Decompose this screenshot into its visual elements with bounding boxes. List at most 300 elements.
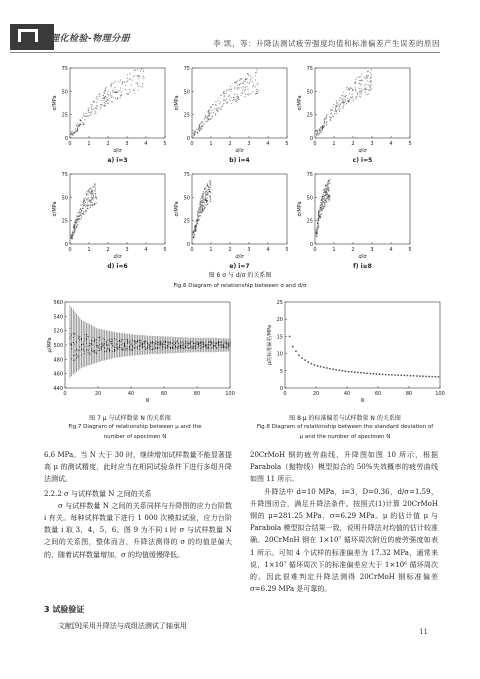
data-point bbox=[87, 202, 88, 203]
data-point bbox=[342, 95, 343, 96]
data-point bbox=[104, 93, 105, 94]
data-point bbox=[250, 93, 251, 94]
data-point bbox=[107, 348, 108, 349]
data-point bbox=[252, 82, 253, 83]
data-point bbox=[100, 109, 101, 110]
data-point bbox=[247, 78, 248, 79]
data-point bbox=[139, 345, 140, 346]
y-tick-label: 0 bbox=[186, 242, 190, 248]
x-tick-label: 3 bbox=[125, 141, 129, 147]
data-point bbox=[98, 347, 99, 348]
data-point bbox=[143, 76, 144, 77]
data-point bbox=[95, 184, 96, 185]
data-point bbox=[83, 206, 84, 207]
data-point bbox=[129, 73, 130, 74]
data-point bbox=[180, 345, 181, 346]
data-point bbox=[120, 79, 121, 80]
data-point bbox=[203, 343, 204, 344]
data-point bbox=[165, 341, 166, 342]
data-point bbox=[231, 103, 232, 104]
data-point bbox=[327, 192, 328, 193]
y-axis-label: μ/MPa bbox=[47, 337, 53, 353]
data-point bbox=[223, 103, 224, 104]
x-tick-label: 2 bbox=[351, 141, 355, 147]
x-axis-label: N bbox=[145, 398, 150, 404]
data-point bbox=[340, 104, 341, 105]
x-tick-label: 0 bbox=[68, 141, 72, 147]
data-point bbox=[155, 347, 156, 348]
data-point bbox=[338, 108, 339, 109]
data-point bbox=[249, 83, 250, 84]
data-point bbox=[354, 83, 355, 84]
data-point bbox=[134, 70, 135, 71]
data-point bbox=[213, 342, 214, 343]
data-point bbox=[150, 349, 151, 350]
data-point bbox=[135, 343, 136, 344]
data-point bbox=[96, 96, 97, 97]
data-point bbox=[121, 92, 122, 93]
data-point bbox=[110, 95, 111, 96]
data-point bbox=[117, 98, 118, 99]
data-point bbox=[230, 91, 231, 92]
data-point bbox=[103, 100, 104, 101]
data-point bbox=[202, 196, 203, 197]
data-point bbox=[75, 131, 76, 132]
data-point bbox=[379, 373, 381, 375]
data-point bbox=[104, 97, 105, 98]
data-point bbox=[122, 82, 123, 83]
data-point bbox=[90, 202, 91, 203]
data-point bbox=[183, 344, 184, 345]
data-point bbox=[318, 219, 319, 220]
data-point bbox=[103, 345, 104, 346]
data-point bbox=[198, 216, 199, 217]
data-point bbox=[182, 345, 183, 346]
data-point bbox=[193, 231, 194, 232]
data-point bbox=[95, 193, 96, 194]
data-point bbox=[77, 224, 78, 225]
data-point bbox=[95, 107, 96, 108]
data-point bbox=[144, 346, 145, 347]
data-point bbox=[193, 236, 194, 237]
data-point bbox=[200, 201, 201, 202]
data-point bbox=[82, 208, 83, 209]
data-point bbox=[83, 115, 84, 116]
x-tick-label: 3 bbox=[370, 247, 374, 253]
data-point bbox=[330, 117, 331, 118]
data-point bbox=[366, 76, 367, 77]
data-point bbox=[162, 346, 163, 347]
figure-8-caption-en-2: μ and the number of specimen N bbox=[299, 434, 391, 440]
data-point bbox=[369, 82, 370, 83]
data-point bbox=[80, 212, 81, 213]
data-point bbox=[137, 75, 138, 76]
data-point bbox=[211, 342, 212, 343]
data-point bbox=[113, 97, 114, 98]
data-point bbox=[190, 346, 191, 347]
data-point bbox=[130, 91, 131, 92]
data-point bbox=[330, 109, 331, 110]
data-point bbox=[197, 213, 198, 214]
data-point bbox=[318, 213, 319, 214]
data-point bbox=[116, 347, 117, 348]
data-point bbox=[71, 335, 72, 336]
data-point bbox=[83, 205, 84, 206]
data-point bbox=[228, 346, 229, 347]
data-point bbox=[224, 96, 225, 97]
data-point bbox=[250, 80, 251, 81]
data-point bbox=[105, 101, 106, 102]
data-point bbox=[193, 233, 194, 234]
data-point bbox=[257, 82, 258, 83]
data-point bbox=[239, 84, 240, 85]
data-point bbox=[197, 221, 198, 222]
data-point bbox=[226, 93, 227, 94]
data-point bbox=[218, 341, 219, 342]
data-point bbox=[321, 209, 322, 210]
data-point bbox=[210, 341, 211, 342]
data-point bbox=[81, 210, 82, 211]
data-point bbox=[115, 97, 116, 98]
data-point bbox=[140, 343, 141, 344]
data-point bbox=[202, 122, 203, 123]
data-point bbox=[86, 191, 87, 192]
data-point bbox=[112, 339, 113, 340]
data-point bbox=[211, 347, 212, 348]
data-point bbox=[371, 84, 372, 85]
data-point bbox=[221, 347, 222, 348]
data-point bbox=[336, 110, 337, 111]
data-point bbox=[241, 79, 242, 80]
data-point bbox=[106, 345, 107, 346]
data-point bbox=[225, 343, 226, 344]
data-point bbox=[127, 74, 128, 75]
data-point bbox=[370, 77, 371, 78]
data-point bbox=[72, 131, 73, 132]
data-point bbox=[71, 345, 72, 346]
data-point bbox=[74, 333, 75, 334]
data-point bbox=[88, 116, 89, 117]
data-point bbox=[76, 358, 77, 359]
data-point bbox=[87, 116, 88, 117]
data-point bbox=[217, 110, 218, 111]
data-point bbox=[215, 343, 216, 344]
data-point bbox=[134, 341, 135, 342]
data-point bbox=[257, 90, 258, 91]
data-point bbox=[245, 87, 246, 88]
data-point bbox=[233, 99, 234, 100]
data-point bbox=[371, 74, 372, 75]
data-point bbox=[256, 91, 257, 92]
data-point bbox=[112, 90, 113, 91]
data-point bbox=[144, 341, 145, 342]
data-point bbox=[139, 349, 140, 350]
data-point bbox=[211, 118, 212, 119]
data-point bbox=[213, 112, 214, 113]
data-point bbox=[316, 231, 317, 232]
data-point bbox=[304, 359, 306, 361]
data-point bbox=[121, 341, 122, 342]
data-point bbox=[129, 89, 130, 90]
data-point bbox=[360, 372, 362, 374]
data-point bbox=[94, 187, 95, 188]
data-point bbox=[101, 346, 102, 347]
data-point bbox=[419, 375, 421, 377]
data-point bbox=[243, 86, 244, 87]
data-point bbox=[197, 341, 198, 342]
data-point bbox=[327, 114, 328, 115]
data-point bbox=[96, 339, 97, 340]
data-point bbox=[165, 347, 166, 348]
x-tick-label: 3 bbox=[125, 247, 129, 253]
data-point bbox=[200, 342, 201, 343]
data-point bbox=[229, 95, 230, 96]
data-point bbox=[326, 125, 327, 126]
data-point bbox=[210, 187, 211, 188]
data-point bbox=[116, 92, 117, 93]
data-point bbox=[316, 229, 317, 230]
data-point bbox=[333, 116, 334, 117]
data-point bbox=[320, 204, 321, 205]
data-point bbox=[108, 95, 109, 96]
data-point bbox=[318, 135, 319, 136]
x-tick-label: 0 bbox=[283, 391, 287, 397]
data-point bbox=[229, 89, 230, 90]
data-point bbox=[208, 115, 209, 116]
data-point bbox=[131, 343, 132, 344]
data-point bbox=[126, 81, 127, 82]
data-point bbox=[370, 80, 371, 81]
data-point bbox=[201, 341, 202, 342]
data-point bbox=[83, 124, 84, 125]
data-point bbox=[407, 375, 409, 377]
data-point bbox=[199, 208, 200, 209]
data-point bbox=[245, 81, 246, 82]
data-point bbox=[126, 93, 127, 94]
data-point bbox=[129, 79, 130, 80]
data-point bbox=[78, 212, 79, 213]
data-point bbox=[89, 112, 90, 113]
left-column bbox=[44, 449, 232, 561]
data-point bbox=[144, 342, 145, 343]
data-point bbox=[205, 346, 206, 347]
data-point bbox=[70, 328, 71, 329]
data-point bbox=[322, 203, 323, 204]
data-point bbox=[343, 106, 344, 107]
data-point bbox=[85, 116, 86, 117]
data-point bbox=[205, 195, 206, 196]
data-point bbox=[239, 87, 240, 88]
data-point bbox=[215, 101, 216, 102]
data-point bbox=[230, 345, 231, 346]
data-point bbox=[185, 343, 186, 344]
data-point bbox=[80, 120, 81, 121]
data-point bbox=[154, 346, 155, 347]
data-point bbox=[209, 112, 210, 113]
data-point bbox=[89, 353, 90, 354]
data-point bbox=[365, 83, 366, 84]
data-point bbox=[138, 90, 139, 91]
data-point bbox=[255, 86, 256, 87]
data-point bbox=[110, 92, 111, 93]
data-point bbox=[74, 350, 75, 351]
data-point bbox=[361, 88, 362, 89]
data-point bbox=[242, 82, 243, 83]
data-point bbox=[138, 78, 139, 79]
data-point bbox=[244, 90, 245, 91]
data-point bbox=[91, 343, 92, 344]
data-point bbox=[206, 195, 207, 196]
data-point bbox=[116, 350, 117, 351]
data-point bbox=[70, 344, 71, 345]
data-point bbox=[90, 114, 91, 115]
data-point bbox=[91, 197, 92, 198]
data-point bbox=[201, 126, 202, 127]
data-point bbox=[250, 75, 251, 76]
subsection-heading: 2.2.2 σ 与试样数量 N 之间的关系 bbox=[44, 489, 152, 498]
data-point bbox=[149, 347, 150, 348]
data-point bbox=[250, 79, 251, 80]
data-point bbox=[162, 349, 163, 350]
data-point bbox=[197, 343, 198, 344]
data-point bbox=[243, 83, 244, 84]
data-point bbox=[134, 347, 135, 348]
data-point bbox=[111, 338, 112, 339]
data-point bbox=[75, 128, 76, 129]
data-point bbox=[343, 92, 344, 93]
data-point bbox=[216, 104, 217, 105]
data-point bbox=[252, 86, 253, 87]
data-point bbox=[111, 341, 112, 342]
data-point bbox=[73, 355, 74, 356]
data-point bbox=[228, 90, 229, 91]
data-point bbox=[126, 339, 127, 340]
data-point bbox=[96, 102, 97, 103]
data-point bbox=[326, 185, 327, 186]
data-point bbox=[210, 112, 211, 113]
data-point bbox=[136, 83, 137, 84]
data-point bbox=[88, 110, 89, 111]
y-tick-label: 440 bbox=[53, 386, 63, 392]
data-point bbox=[93, 345, 94, 346]
data-point bbox=[195, 343, 196, 344]
y-tick-label: 540 bbox=[53, 314, 63, 321]
data-point bbox=[326, 122, 327, 123]
data-point bbox=[131, 345, 132, 346]
data-point bbox=[89, 201, 90, 202]
data-point bbox=[362, 80, 363, 81]
data-point bbox=[120, 97, 121, 98]
data-point bbox=[145, 347, 146, 348]
data-point bbox=[97, 99, 98, 100]
data-point bbox=[112, 101, 113, 102]
data-point bbox=[91, 199, 92, 200]
data-point bbox=[201, 205, 202, 206]
data-point bbox=[70, 338, 71, 339]
data-point bbox=[105, 87, 106, 88]
data-point bbox=[193, 343, 194, 344]
data-point bbox=[199, 129, 200, 130]
data-point bbox=[318, 212, 319, 213]
data-point bbox=[116, 343, 117, 344]
data-point bbox=[240, 95, 241, 96]
data-point bbox=[142, 83, 143, 84]
data-point bbox=[197, 214, 198, 215]
data-point bbox=[122, 350, 123, 351]
data-point bbox=[193, 132, 194, 133]
data-point bbox=[132, 347, 133, 348]
data-point bbox=[92, 105, 93, 106]
data-point bbox=[74, 231, 75, 232]
data-point bbox=[202, 202, 203, 203]
data-point bbox=[88, 192, 89, 193]
x-tick-label: 5 bbox=[408, 141, 412, 147]
data-point bbox=[99, 337, 100, 338]
data-point bbox=[157, 347, 158, 348]
data-point bbox=[127, 348, 128, 349]
data-point bbox=[94, 183, 95, 184]
data-point bbox=[435, 376, 437, 378]
data-point bbox=[323, 207, 324, 208]
plot-frame bbox=[70, 68, 165, 138]
data-point bbox=[228, 343, 229, 344]
data-point bbox=[207, 183, 208, 184]
x-tick-label: 4 bbox=[389, 141, 393, 147]
x-tick-label: 0 bbox=[190, 141, 194, 147]
data-point bbox=[105, 103, 106, 104]
data-point bbox=[94, 111, 95, 112]
data-point bbox=[77, 216, 78, 217]
data-point bbox=[223, 100, 224, 101]
data-point bbox=[198, 127, 199, 128]
data-point bbox=[197, 347, 198, 348]
data-point bbox=[91, 195, 92, 196]
data-point bbox=[73, 337, 74, 338]
data-point bbox=[216, 342, 217, 343]
data-point bbox=[140, 340, 141, 341]
data-point bbox=[363, 89, 364, 90]
data-point bbox=[210, 198, 211, 199]
data-point bbox=[339, 106, 340, 107]
data-point bbox=[256, 93, 257, 94]
data-point bbox=[370, 89, 371, 90]
data-point bbox=[81, 122, 82, 123]
data-point bbox=[135, 342, 136, 343]
data-point bbox=[96, 197, 97, 198]
data-point bbox=[75, 225, 76, 226]
x-tick-label: 3 bbox=[247, 247, 251, 253]
data-point bbox=[105, 90, 106, 91]
data-point bbox=[365, 78, 366, 79]
data-point bbox=[198, 342, 199, 343]
data-point bbox=[370, 87, 371, 88]
data-point bbox=[71, 134, 72, 135]
y-tick-label: 520 bbox=[53, 328, 63, 335]
data-point bbox=[201, 200, 202, 201]
data-point bbox=[359, 88, 360, 89]
data-point bbox=[196, 229, 197, 230]
data-point bbox=[86, 349, 87, 350]
data-point bbox=[150, 343, 151, 344]
data-point bbox=[142, 78, 143, 79]
data-point bbox=[193, 346, 194, 347]
data-point bbox=[208, 348, 209, 349]
data-point bbox=[147, 346, 148, 347]
data-point bbox=[93, 109, 94, 110]
data-point bbox=[182, 341, 183, 342]
data-point bbox=[118, 81, 119, 82]
data-point bbox=[245, 93, 246, 94]
